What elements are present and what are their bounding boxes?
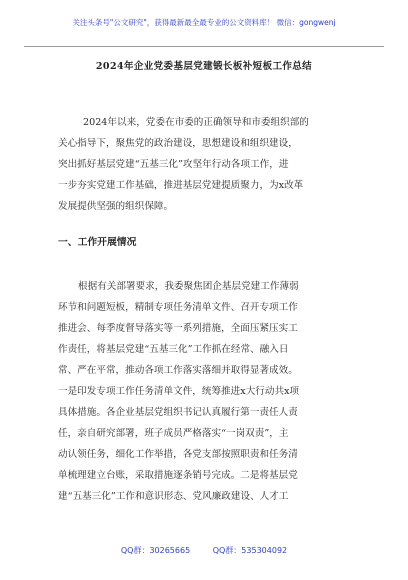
intro-line: 2024年以来，党委在市委的正确领导和市委组织部的 [83, 117, 309, 128]
intro-paragraph [58, 112, 350, 217]
body-paragraph [58, 276, 350, 507]
paragraph-line: 建“五基三化”工作和意识形态、党风廉政建设、人才工 [58, 491, 289, 502]
paragraph-line: 一是印发专项工作任务清单文件，统筹推进x大行动共x项 [58, 386, 300, 397]
footer-qq-secondary: QQ群：535304092 [212, 546, 288, 555]
document-title: 2024年企业党委基层党建锻长板补短板工作总结 [95, 61, 313, 72]
section-heading: 一、工作开展情况 [58, 237, 137, 248]
intro-line: 突出抓好基层党建“五基三化”攻坚年行动各项工作，进 [58, 159, 289, 170]
paragraph-line: 推进会、每季度督导落实等一系列措施，全面压紧压实工 [58, 323, 298, 334]
footer-qq-primary: QQ群：30265665 [120, 546, 191, 555]
header-banner: 关注头条号"公文研究"，获得最新最全最专业的公文资料库！ 微信：gongwenj [72, 18, 336, 27]
paragraph-line: 常、严在平常，推动各项工作落实落细并取得显著成效。 [58, 365, 298, 376]
intro-line: 一步夯实党建工作基础，推进基层党建提质聚力，为x改革 [58, 180, 304, 191]
intro-line: 关心指导下，聚焦党的政治建设，思想建设和组织建设， [58, 138, 298, 149]
footer [0, 545, 408, 556]
intro-line: 发展提供坚强的组织保障。 [58, 201, 174, 212]
paragraph-line: 任，亲自研究部署，班子成员严格落实“一岗双责”，主 [58, 428, 289, 439]
paragraph-line: 具体措施。各企业基层党组织书记认真履行第一责任人责 [58, 407, 298, 418]
header-divider [24, 46, 384, 47]
paragraph-line: 环节和问题短板，精制专项任务清单文件、召开专项工作 [58, 302, 298, 313]
paragraph-line: 根据有关部署要求，我委聚焦团企基层党建工作薄弱 [78, 281, 299, 292]
paragraph-line: 单梳理建立台账，采取措施逐条销号完成。二是将基层党 [58, 470, 298, 481]
paragraph-line: 动认领任务，细化工作举措，各党支部按照职责和任务清 [58, 449, 298, 460]
paragraph-line: 作责任，将基层党建“五基三化”工作抓在经常、融入日 [58, 344, 289, 355]
